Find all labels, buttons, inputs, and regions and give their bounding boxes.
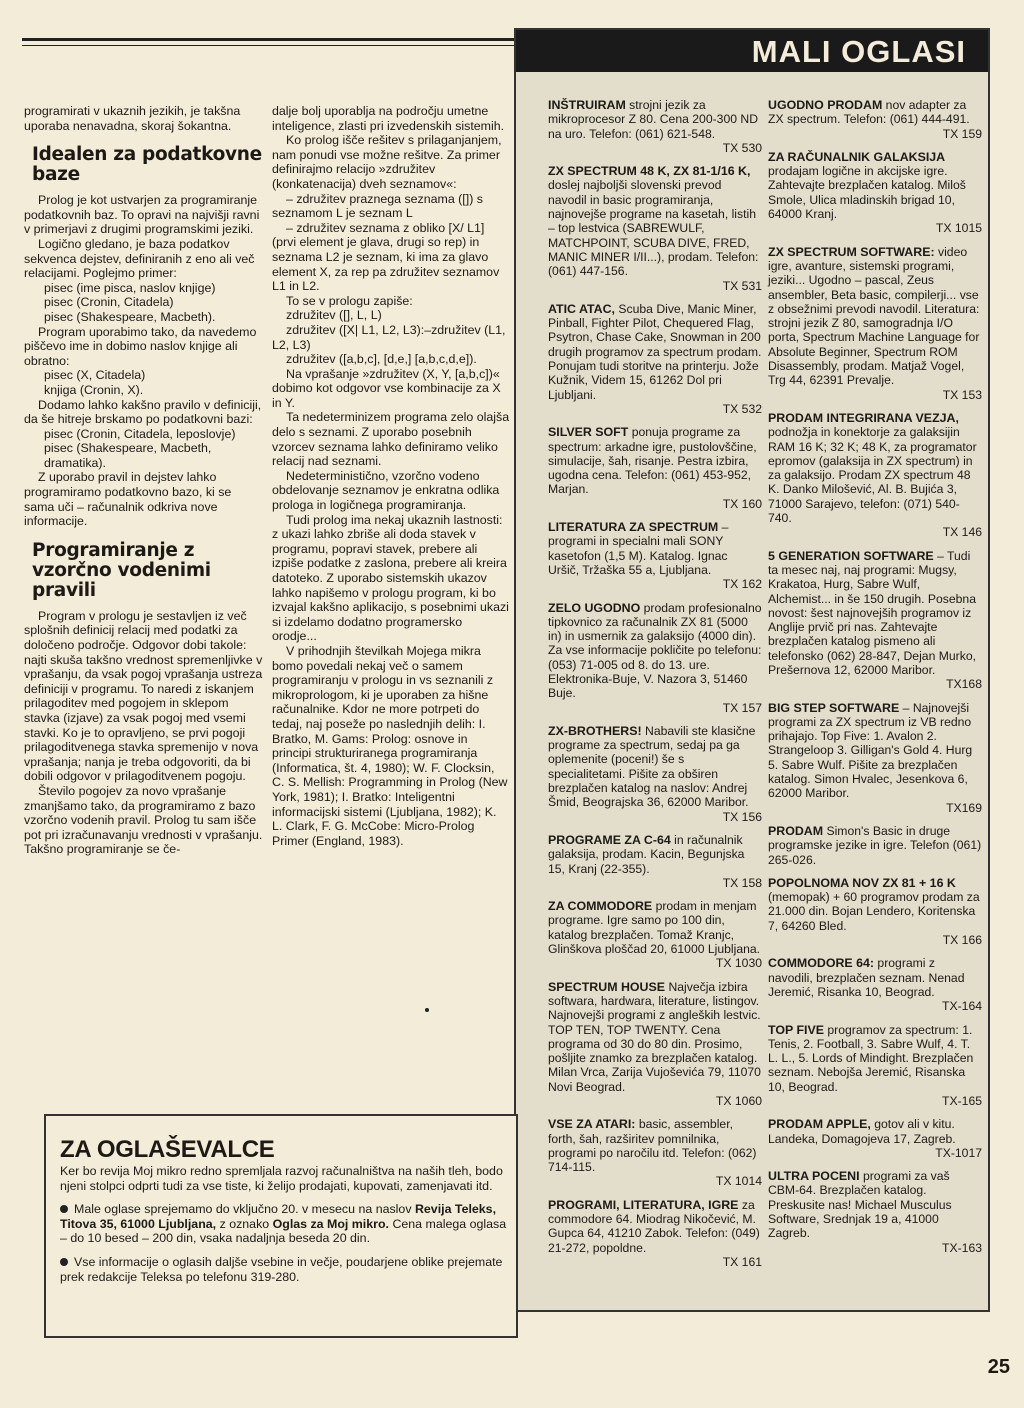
classified-ad	[548, 425, 762, 511]
ad-code: TX 157	[722, 700, 762, 715]
classified-ad	[548, 520, 762, 591]
ad-body: (memopak) + 60 programov prodam za 21.000 din. Bojan Lendero, Koritenska 7, 64260 Bled.	[768, 890, 980, 933]
paragraph: Logično gledano, je baza podatkov sekvenca dejstev, definiranih z eno ali več relacijami. Poglejmo primer:	[24, 236, 255, 281]
ad-code: TX 160	[722, 496, 762, 511]
ad-code: TX-163	[942, 1240, 982, 1255]
ad-body: programov za spectrum: 1. Tenis, 2. Football, 3. Sabre Wulf, 4. T. L. L., 5. Lords of Mindight. Brezplačen seznam. Nebojša Jeremić, Risanska 10, Beograd.	[768, 1022, 974, 1094]
ad-code: TX 1030	[715, 956, 762, 971]
code-line: pisec (Shakespeare, Macbeth, dramatika).	[44, 441, 212, 470]
ad-title: TOP FIVE	[768, 1022, 825, 1037]
bullet-icon	[60, 1205, 68, 1213]
ad-title: POPOLNOMA NOV ZX 81 + 16 K	[768, 875, 956, 890]
ad-body: prodajam logične in akcijske igre. Zahtevajte brezplačen katalog. Miloš Smole, Ulica mladinskih brigad 10, 64000 Kranj.	[768, 164, 966, 222]
ad-body: in računalnik galaksija, prodam. Kacin, Begunjska 15, Kranj (22-355).	[548, 832, 745, 876]
ad-body: – programi in specialni mali SONY kasetofon (1,5 M). Katalog. Ignac Uršič, Tržaška 55 a, Ljubljana.	[548, 520, 729, 577]
paragraph: programirati v ukaznih jezikih, je takšna uporaba nenavadna, skoraj šokantna.	[24, 104, 241, 133]
top-rule-thin	[22, 45, 514, 46]
classified-ad	[768, 876, 982, 947]
ad-body: Nabavili ste klasične programe za spectrum, sedaj pa ga oplemenite (poceni!) še s specialitetami. Pišite za obširen brezplačen katalog na naslov: Andrej Šmid, Beograjska 36, 62000 Maribor.	[548, 723, 756, 810]
paragraph: Vse informacije o oglasih daljše vsebine in večje, poudarjene oblike prejemate prek redakcije Teleksa po telefonu 319-280.	[60, 1254, 503, 1284]
ad-title: ZX SPECTRUM 48 K, ZX 81-1/16 K,	[548, 164, 751, 179]
ad-code: TX 166	[942, 933, 982, 948]
classified-column-right	[768, 98, 982, 1264]
ad-code: TX 1060	[715, 1094, 762, 1108]
ad-code: TX 146	[942, 525, 982, 540]
ad-body: video igre, avanture, sistemski programi, jeziki... Ugodno – pascal, Zeus ansembler, Beta basic, compilerji... vse z obsežnimi prevodi navodil. Literatura: strojni jezik Z 80, samogradnja I/O porta, Spectrum Machine Language for Absolute Beginner, Spectrum ROM Disassembly, prodam. Matjaž Vogel, Trg 44, 62391 Prevalje.	[768, 244, 980, 388]
ad-code: TX-164	[942, 999, 982, 1014]
code-line: pisec (Shakespeare, Macbeth).	[44, 309, 216, 324]
page-number: 25	[987, 1356, 1010, 1378]
ad-title: 5 GENERATION SOFTWARE	[768, 548, 934, 563]
classified-title: MALI OGLASI	[751, 34, 966, 69]
ad-code: TX 156	[722, 809, 762, 824]
ad-title: ATIC ATAC,	[548, 301, 615, 316]
ad-code: TX 161	[722, 1254, 762, 1269]
ad-code: TX 158	[722, 875, 762, 890]
paragraph: Nedeterminističnо, vzorčno vodeno obdelovanje seznamov je enkratna odlika prologa in logičnega programiranja.	[272, 468, 500, 513]
code-line: pisec (ime pisca, naslov knjige)	[44, 280, 216, 295]
classified-ad	[548, 833, 762, 890]
ad-title: PRODAM APPLE,	[768, 1117, 871, 1132]
code-line: združitev ([], L, L)	[286, 308, 382, 323]
classified-ad	[768, 824, 982, 867]
classified-ad	[768, 98, 982, 141]
paragraph: Program v prologu je sestavljen iz več splošnih definicij relacij med podatki za določeno področje. Odgovor dobi takole: najti skuša takšno vrednost spremenljivke v vprašanju, da vsak pogoj vprašanja ustreza definiciji v programu. To naredi z iskanjem prilagoditev med pogojem in sklepom stavka (izjave) za vsak pogoj med vsemi stavki. Ko je to opravljeno, se prvi pogoji prilagoditvenega stavka spremenijo v nova vprašanja; nanja je treba odgovoriti, da bi dobili odgovor v prilagoditvenem pogoju.	[24, 608, 263, 784]
code-line: pisec (Cronin, Citadela)	[44, 295, 174, 310]
ad-body: prodam in menjam programe. Igre samo po 100 din, katalog brezplačen. Tomaž Kranjc, Glinškova ploščad 20, 61000 Ljubljana.	[548, 899, 761, 957]
paragraph: – združitev praznega seznama ([]) s seznamom L je seznam L	[272, 191, 483, 221]
ad-code: TX 153	[942, 387, 982, 402]
code-line: pisec (X, Citadela)	[44, 368, 146, 383]
ad-title: ULTRA POCENI	[768, 1169, 860, 1184]
classified-ad	[548, 302, 762, 416]
ad-body: Največja izbira softwara, hardwara, literature, listingov. Najnovejši programi z angleških lestvic. TOP TEN, TOP TWENTY. Cena programa od 30 do 80 din. Prosimo, pošljite znamko za brezplačen katalog. Milan Vrca, Zarija Vujoševića 79, 11070 Novi Beograd.	[548, 979, 761, 1094]
classified-ad	[768, 1117, 982, 1160]
paragraph: Na vprašanje »združitev (X, Y, [a,b,c])« dobimo kot odgovor vse kombinacije za X in Y.	[272, 366, 501, 410]
ad-body: Simon's Basic in druge programske jezike in igre. Telefon (061) 265-026.	[768, 823, 982, 867]
paragraph: Ko prolog išče rešitev s prilaganjanjem, nam ponudi vse možne rešitve. Za primer definirajmo relacijo »združitev (konkatenacija) dveh seznamov«:	[272, 133, 502, 191]
ad-title: INŠTRUIRAM	[548, 98, 626, 112]
ad-body: nov adapter za ZX spectrum. Telefon: (061) 444-491.	[768, 98, 970, 127]
section-heading-idealen: Idealen za podatkovne baze	[32, 144, 262, 186]
ad-body: podnožja in konektorje za galaksijin RAM 16 K; 32 K; 48 K, za programator epromov (galaksija in ZX spectrum) in za galaksijo. Prodam ZX spectrum 48 K. Danko Milošević, Al. B. Bujića 3, 71000 Sarajevo, telefon: (071) 540-740.	[768, 425, 977, 526]
ad-code: TX 532	[722, 401, 762, 416]
classified-ad	[548, 899, 762, 970]
ad-body: gotov ali v kitu. Landeka, Domagojeva 17, Zagreb.	[768, 1117, 956, 1146]
ad-code: TX168	[946, 677, 982, 692]
paragraph: V prihodnjih številkah Mojega mikra bomo povedali nekaj več o samem programiranju v prologu in vs seznanili z mikroprologom, ki je uporaben za hišne računalnike. Kdor ne more potrpeti do tedaj, naj poseže po naslednjih delih: I. Bratko, M. Gams: Prolog: osnove in principi strukturiranega programiranja (Informatica, št. 4, 1980); W. F. Clocksin, C. S. Mellish: Programming in Prolog (New York, 1981); I. Bratko: Inteligentni informacijski sistemi (Ljubljana, 1982); K. L. Clark, F. G. McCobe: Micro-Prolog Primer (England, 1983).	[272, 643, 508, 848]
ad-title: SILVER SOFT	[548, 425, 629, 440]
classified-ad	[768, 1169, 982, 1255]
ad-code: TX 1015	[935, 221, 982, 236]
article-column-1	[24, 104, 264, 857]
advertisers-body	[60, 1164, 508, 1293]
ad-title: VSE ZA ATARI:	[548, 1117, 636, 1132]
ad-code: TX-1017	[935, 1145, 982, 1160]
ad-title: BIG STEP SOFTWARE	[768, 700, 900, 715]
ad-title: COMMODORE 64:	[768, 956, 875, 971]
ad-body: Scuba Dive, Manic Miner, Pinball, Fighter Pilot, Chequered Flag, Psytron, Chase Cake, Snowman in 200 drugih programov za spectrum prodam. Ponujam tudi storitve na printerju. Jože Kužnik, Videm 15, 61262 Dol pri Ljubljani.	[548, 301, 762, 402]
ad-body: – Tudi ta mesec naj, naj programi: Mugsy, Krakatoa, Hurg, Sabre Wulf, Alchemist... in še 150 drugih. Posebna novost: šest najnovejših programov iz Anglije prvič pri nas. Zahtevajte brezplačen katalog pismeno ali telefonsko (062) 28-847, Dejan Murko, Prešernova 12, 62000 Maribor.	[768, 548, 976, 677]
ad-title: UGODNO PRODAM	[768, 98, 883, 112]
paragraph: Male oglase sprejemamo do vključno 20. v mesecu na naslov Revija Teleks, Titova 35, 61000 Ljubljana, z oznako Oglas za Moj mikro. Cena malega oglasa – do 10 besed – 200 din, vsaka nadaljnja beseda 20 din.	[60, 1202, 507, 1246]
classified-ad	[548, 1198, 762, 1269]
classified-ad	[768, 150, 982, 236]
ad-body: programi z navodili, brezplačen seznam. Nenad Jeremić, Risanka 10, Beograd.	[768, 956, 965, 999]
ad-code: TX 159	[942, 126, 982, 141]
classified-ad	[548, 98, 762, 155]
paragraph: Z uporabo pravil in dejstev lahko programiramo podatkovno bazo, ki se sama uči – računalnik odkriva nove informacije.	[24, 470, 232, 529]
ad-body: strojni jezik za mikroprocesor Z 80. Cena 200-300 ND na uro. Telefon: (061) 621-548.	[548, 98, 758, 141]
ad-body: programi za vaš CBM-64. Brezplačen katalog. Preskusite nas! Michael Musculus Software, Srednjak 19 a, 41000 Zagreb.	[768, 1169, 952, 1241]
code-line: pisec (Cronin, Citadela, leposlovje)	[44, 426, 236, 441]
top-rule	[22, 38, 514, 41]
ad-title: ZA RAČUNALNIK GALAKSIJA	[768, 149, 946, 164]
paragraph: dalje bolj uporablja na področju umetne inteligence, zlasti pri izvedenskih sistemih.	[272, 104, 505, 133]
ad-body: basic, assembler, forth, šah, razširitev pomnilnika, programi po naročilu itd. Telefon: (062) 714-115.	[548, 1117, 757, 1175]
classified-ad	[768, 411, 982, 540]
code-line: združitev ([X| L1, L2, L3):–združitev (L1, L2, L3)	[272, 322, 506, 352]
classified-ads-box	[514, 28, 990, 1312]
classified-column-left	[548, 98, 762, 1278]
classified-ad	[548, 1117, 762, 1188]
ad-code: TX 531	[722, 278, 762, 293]
classified-ad	[548, 164, 762, 293]
code-line: knjiga (Cronin, X).	[44, 382, 144, 397]
bullet-icon	[60, 1258, 68, 1266]
ad-title: ZX SPECTRUM SOFTWARE:	[768, 244, 935, 259]
ad-body: za commodore 64. Miodrag Nikočević, M. Gupca 64, 41210 Zabok. Telefon: (049) 21-272, popoldne.	[548, 1197, 760, 1255]
ad-code: TX169	[946, 800, 982, 815]
classified-ad	[768, 549, 982, 692]
ad-title: ZA COMMODORE	[548, 899, 653, 914]
code-line: združitev ([a,b,c], [d,e,] [a,b,c,d,e]).	[286, 352, 477, 367]
ad-title: PRODAM	[768, 823, 824, 838]
ad-body: ponuja programe za spectrum: arkadne igre, pustolovščine, simulacije, šah, risanje. Pestra izbira, ugodna cena. Telefon: (061) 453-952, Marjan.	[548, 425, 757, 497]
advertisers-title: ZA OGLAŠEVALCE	[60, 1136, 275, 1163]
classified-ad	[548, 601, 762, 715]
ad-code: TX 162	[722, 577, 762, 592]
paragraph: To se v prologu zapiše:	[286, 293, 413, 308]
ad-body: prodam profesionalno tipkovnico za računalnik ZX 81 (5000 in) in usmernik za galaksijo (4000 din). Za vse informacije pokličite po telefonu: (053) 71-005 od 8. do 13. ure. Elektronika-Buje, V. Nazora 3, 51460 Buje.	[548, 600, 762, 701]
classified-ad	[768, 701, 982, 815]
paragraph: Število pogojev za novo vprašanje zmanjšamo tako, da programiramo z bazo vzorčno vodenih pravil. Prolog tu sam išče pot pri izračunavanju vrednosti v vprašanju. Takšno programiranje se če-	[24, 783, 263, 857]
paragraph: Program uporabimo tako, da navedemo piščevo ime in dobimo naslov knjige ali obratno:	[24, 324, 257, 368]
ad-title: PROGRAMI, LITERATURA, IGRE	[548, 1197, 739, 1212]
ad-title: ZELO UGODNO	[548, 600, 641, 615]
ad-body: – Najnovejši programi za ZX spectrum iz VB redno prihajajo. Top Five: 1. Avalon 2. Strangeloop 3. Gilligan's Gold 4. Hurg 5. Sabre Wulf. Pišite za brezplačen katalog. Simon Hvalec, Jesenkova 6, 62000 Maribor.	[768, 700, 973, 801]
paragraph: Dodamo lahko kakšno pravilo v definiciji, da še hitreje brskamo po podatkovni bazi:	[24, 397, 262, 427]
ad-code: TX-165	[942, 1094, 982, 1108]
classified-ad	[768, 245, 982, 402]
ad-code: TX 1014	[715, 1174, 762, 1189]
bullet-dot	[425, 1008, 429, 1012]
article-column-2	[272, 104, 510, 848]
classified-ad	[768, 956, 982, 1013]
ad-code: TX 530	[722, 140, 762, 155]
paragraph: Prolog je kot ustvarjen za programiranje podatkovnih baz. To opravi na najvišji ravni v primerjavi z drugimi programskimi jeziki.	[24, 193, 260, 237]
advertisers-notice-box	[44, 1114, 518, 1338]
paragraph: – združitev seznama z obliko [X/ L1] (prvi element je glava, drugi so rep) in seznama L2 je seznam, ki ima za glavo element X, za rep pa združitev seznamov L1 in L2.	[272, 220, 500, 294]
classified-ad	[548, 724, 762, 824]
ad-body: doslej najboljši slovenski prevod navodil in basic programiranja, najnovejše programe na kasetah, listih – top lestvica (SABREWULF, MATCHPOINT, SCUBA DIVE, FRED, MANIC MINER I/II...), prodam. Telefon: (061) 447-156.	[548, 178, 759, 279]
classified-header-bar	[516, 30, 988, 72]
ad-title: ZX-BROTHERS!	[548, 723, 642, 738]
ad-title: LITERATURA ZA SPECTRUM	[548, 520, 719, 535]
paragraph: Tudi prolog ima nekaj ukaznih lastnosti: z ukazi lahko zbriše ali doda stavek v programu, popravi stavek, prebere ali izpiše podatke z zaslona, prebere ali kreira datoteko. Z uporabo sistemskih ukazov lahko napišemo v prologu program, ki bo izvajal kakšno aplikacijo, s posebnimi ukazi si izdelamo dodatno programersko orodje...	[272, 512, 509, 644]
paragraph: Ker bo revija Moj mikro redno spremljala razvoj računalništva na naših tleh, bodo njeni stolpci odprti tudi za vse tiste, ki želijo prodajati, kupovati, zamenjavati itd.	[60, 1164, 503, 1193]
paragraph: Ta nedeterminizem programa zelo olajša delo s seznami. Z uporabo posebnih vzorcev seznama lahko definiramo veliko relacij nad seznami.	[272, 410, 510, 469]
ad-title: PROGRAME ZA C-64	[548, 832, 671, 847]
ad-title: PRODAM INTEGRIRANA VEZJA,	[768, 410, 959, 425]
classified-ad	[768, 1023, 982, 1109]
classified-ad	[548, 980, 762, 1109]
ad-title: SPECTRUM HOUSE	[548, 979, 666, 994]
section-heading-programiranje: Programiranje z vzorčno vodenimi pravili	[32, 539, 211, 601]
